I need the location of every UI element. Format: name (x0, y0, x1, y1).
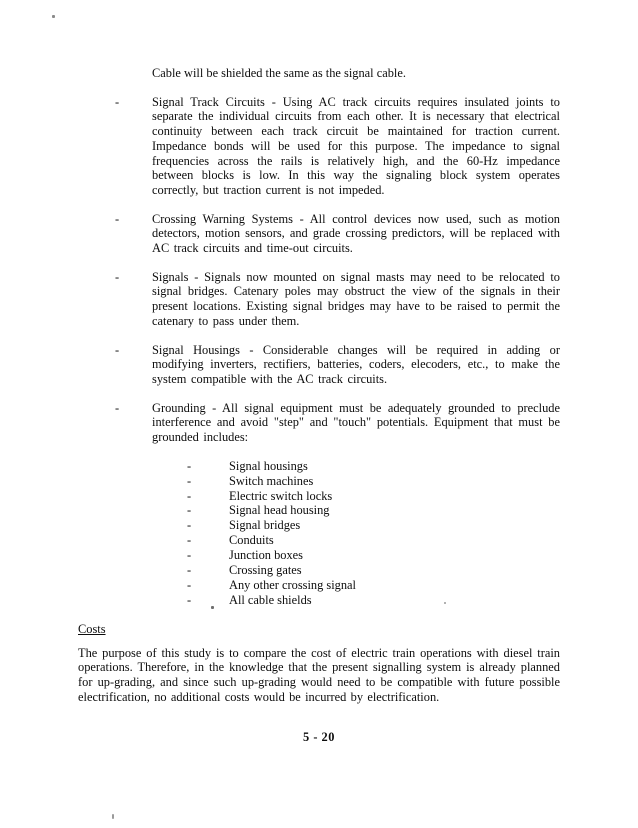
list-item (187, 578, 560, 593)
bullet-dash: - (187, 488, 192, 503)
bullet-item-signal-track-circuits (115, 95, 560, 198)
scan-artifact (112, 814, 114, 819)
bullet-dash: - (187, 518, 192, 533)
bullet-dash: - (115, 211, 120, 226)
grounded-equipment-list (0, 459, 638, 608)
bullet-text: Signal Track Circuits - Using AC track circuits requires insulated joints to separate the individual circuits from each other. It is necessary that electrical continuity between each track circuit be maintained for traction current. Impedance bonds will be used for this purpose. The impedance to signal frequencies across the rails is relatively high, and the 60-Hz impedance between blocks is low. In this way the signaling block system operates correctly, but traction current is not impeded. (152, 94, 560, 197)
bullet-dash: - (187, 563, 192, 578)
bullet-dash: - (187, 548, 192, 563)
bullet-item-crossing-warning-systems (115, 212, 560, 256)
bullet-text: Crossing Warning Systems - All control devices now used, such as motion detectors, motion sensors, and grade crossing predictors, will be replaced with AC track circuits and time-out circuits. (152, 211, 560, 256)
bullet-dash: - (115, 94, 120, 109)
bullet-dash: - (115, 342, 120, 357)
page-number: 5 - 20 (303, 730, 335, 745)
list-item (187, 489, 560, 504)
list-item-label: Signal head housing (229, 503, 330, 518)
bullet-dash: - (187, 592, 192, 607)
list-item (187, 593, 560, 608)
list-item-label: Junction boxes (229, 548, 303, 563)
bullet-dash: - (187, 458, 192, 473)
list-item (187, 503, 560, 518)
list-item-label: Switch machines (229, 473, 314, 488)
bullet-item-grounding (115, 401, 560, 445)
costs-section-heading: Costs (78, 621, 106, 636)
bullet-text: Grounding - All signal equipment must be adequately grounded to preclude interference and avoid "step" and "touch" potentials. Equipment that must be grounded includes: (152, 400, 560, 445)
scan-artifact (444, 602, 446, 604)
bullet-dash: - (115, 400, 120, 415)
list-item-label: Any other crossing signal (229, 578, 356, 593)
bullet-dash: - (115, 269, 120, 284)
list-item-label: All cable shields (229, 592, 312, 607)
list-item-label: Crossing gates (229, 563, 302, 578)
bullet-dash: - (187, 533, 192, 548)
list-item (187, 459, 560, 474)
scan-artifact (52, 15, 55, 18)
list-item (187, 548, 560, 563)
bullet-item-signal-housings (115, 343, 560, 387)
costs-paragraph: The purpose of this study is to compare the cost of electric train operations with diesel train operations. Therefore, in the knowledge that the present signalling system is already planned for up-grading, and since such up-grading would need to be compatible with future possible electrification, no additional costs would be incurred by electrification. (78, 645, 560, 704)
bullet-text: Signal Housings - Considerable changes will be required in adding or modifying inverters, rectifiers, batteries, coders, elecoders, etc., to make the system compatible with the AC track circuits. (152, 342, 560, 386)
list-item-label: Electric switch locks (229, 488, 333, 503)
bullet-dash: - (187, 578, 192, 593)
scan-artifact (211, 606, 214, 609)
list-item (187, 563, 560, 578)
list-item (187, 533, 560, 548)
bullet-item-signals (115, 270, 560, 329)
list-item (187, 474, 560, 489)
bullet-dash: - (187, 503, 192, 518)
list-item-label: Conduits (229, 533, 274, 548)
list-item-label: Signal bridges (229, 518, 301, 533)
intro-line: Cable will be shielded the same as the signal cable. (152, 66, 406, 80)
bullet-text: Signals - Signals now mounted on signal masts may need to be relocated to signal bridges. Catenary poles may obstruct the view of the signals in their present locations. Existing signal bridges may have to be raised to permit the catenary to pass under them. (152, 269, 560, 328)
bullet-dash: - (187, 473, 192, 488)
list-item (187, 518, 560, 533)
list-item-label: Signal housings (229, 458, 308, 473)
